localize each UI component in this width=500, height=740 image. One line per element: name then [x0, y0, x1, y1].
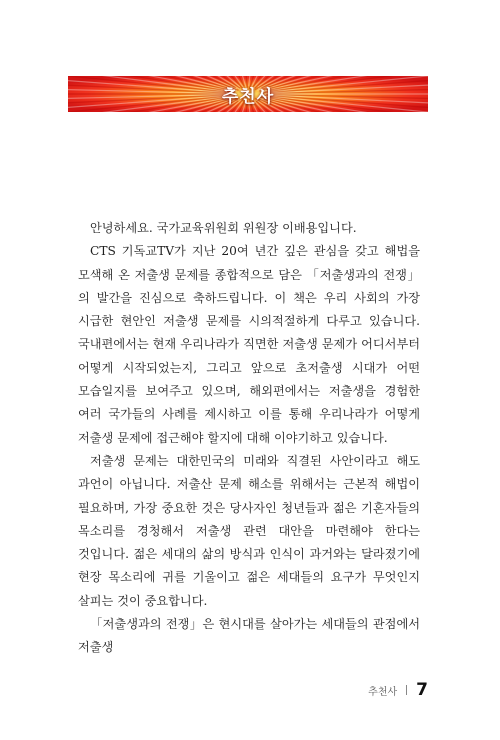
page-number: 7	[416, 680, 428, 700]
body-text	[78, 217, 420, 660]
running-footer-label: 추천사	[368, 686, 398, 698]
section-title: 추천사	[221, 86, 275, 107]
paragraph-greeting: 안녕하세요. 국가교육위원회 위원장 이배용입니다.	[90, 221, 357, 235]
page-footer	[368, 680, 428, 700]
section-title-banner	[68, 76, 428, 112]
paragraph-closing: 「저출생과의 전쟁」은 현시대를 살아가는 세대들의 관점에서 저출생	[78, 617, 420, 655]
paragraph-low-birth-issue: 저출생 문제는 대한민국의 미래와 직결된 사안이라고 해도 과언이 아닙니다. 저출산 문제 해소를 위해서는 근본적 해법이 필요하며, 가장 중요한 것은 당사자인 청년들과 젊은 기혼자들의 목소리를 경청해서 저출생 관련 대안을 마련해야 한다는 것입니다. 젊은 세대의 삶의 방식과 인식이 과거와는 달라졌기에 현장 목소리에 귀를 기울이고 젊은 세대들의 요구가 무엇인지 살피는 것이 중요합니다.	[78, 453, 420, 608]
paragraph-book-intro: CTS 기독교TV가 지난 20여 년간 깊은 관심을 갖고 해법을 모색해 온 저출생 문제를 종합적으로 담은 「저출생과의 전쟁」의 발간을 진심으로 축하드립니다. 이 책은 우리 사회의 가장 시급한 현안인 저출생 문제를 시의적절하게 다루고 있습니다. 국내편에서는 현재 우리나라가 직면한 저출생 문제가 어디서부터 어떻게 시작되었는지, 그리고 앞으로 초저출생 시대가 어떤 모습일지를 보여주고 있으며, 해외편에서는 저출생을 경험한 여러 국가들의 사례를 제시하고 이를 통해 우리나라가 어떻게 저출생 문제에 접근해야 할지에 대해 이야기하고 있습니다.	[78, 244, 420, 445]
footer-divider	[406, 685, 407, 695]
